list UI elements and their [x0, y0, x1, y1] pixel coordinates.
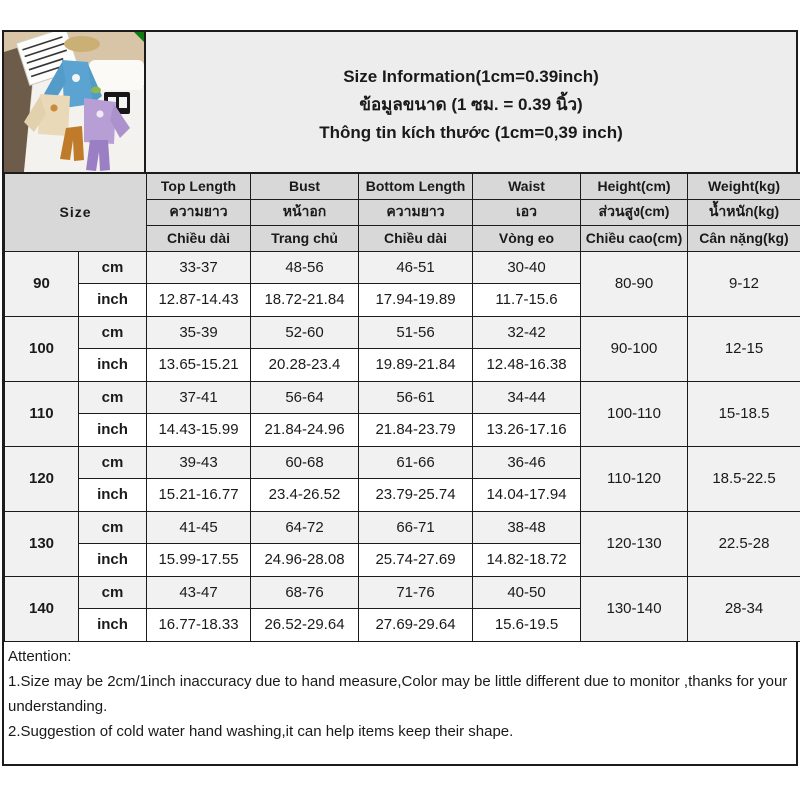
green-pea-toy [91, 87, 101, 94]
cell-value: 14.04-17.94 [473, 478, 581, 511]
table-row [5, 446, 800, 478]
height-range: 120-130 [581, 511, 688, 576]
cell-value: 17.94-19.89 [359, 283, 473, 316]
height-range: 110-120 [581, 446, 688, 511]
size-130: 130 [5, 511, 79, 576]
weight-range: 18.5-22.5 [688, 446, 800, 511]
col-weight-th: น้ำหนัก(kg) [688, 199, 800, 225]
attention-heading: Attention: [8, 647, 72, 665]
unit-cm: cm [79, 446, 147, 478]
table-row [5, 316, 800, 348]
size-120: 120 [5, 446, 79, 511]
title-box [144, 32, 796, 172]
title-th: ข้อมูลขนาด (1 ซม. = 0.39 นิ้ว) [359, 95, 583, 114]
cell-value: 68-76 [251, 576, 359, 608]
cell-value: 33-37 [147, 251, 251, 283]
weight-range: 28-34 [688, 576, 800, 641]
cell-value: 40-50 [473, 576, 581, 608]
cell-value: 21.84-24.96 [251, 413, 359, 446]
cell-value: 52-60 [251, 316, 359, 348]
cell-value: 39-43 [147, 446, 251, 478]
cell-value: 23.79-25.74 [359, 478, 473, 511]
header-row-en [5, 173, 800, 199]
cell-value: 32-42 [473, 316, 581, 348]
col-waist-en: Waist [473, 173, 581, 199]
cell-value: 66-71 [359, 511, 473, 543]
cell-value: 37-41 [147, 381, 251, 413]
unit-inch: inch [79, 608, 147, 641]
col-waist-vi: Vòng eo [473, 225, 581, 251]
col-bust-en: Bust [251, 173, 359, 199]
attention-note-2: 2.Suggestion of cold water hand washing,it can help items keep their shape. [8, 722, 514, 740]
cell-value: 14.82-18.72 [473, 543, 581, 576]
height-range: 130-140 [581, 576, 688, 641]
cell-value: 51-56 [359, 316, 473, 348]
cell-value: 11.7-15.6 [473, 283, 581, 316]
col-bottom-length-en: Bottom Length [359, 173, 473, 199]
cell-value: 26.52-29.64 [251, 608, 359, 641]
unit-inch: inch [79, 413, 147, 446]
unit-inch: inch [79, 543, 147, 576]
cell-value: 13.26-17.16 [473, 413, 581, 446]
col-top-length-vi: Chiều dài [147, 225, 251, 251]
col-top-length-en: Top Length [147, 173, 251, 199]
attention-section [4, 642, 796, 746]
size-110: 110 [5, 381, 79, 446]
cell-value: 15.99-17.55 [147, 543, 251, 576]
unit-cm: cm [79, 381, 147, 413]
cell-value: 48-56 [251, 251, 359, 283]
size-100: 100 [5, 316, 79, 381]
size-140: 140 [5, 576, 79, 641]
unit-inch: inch [79, 348, 147, 381]
size-chart-panel [2, 30, 798, 766]
col-weight-vi: Cân nặng(kg) [688, 225, 800, 251]
title-vi: Thông tin kích thước (1cm=0,39 inch) [319, 123, 623, 142]
cell-value: 36-46 [473, 446, 581, 478]
cell-value: 71-76 [359, 576, 473, 608]
col-top-length-th: ความยาว [147, 199, 251, 225]
cell-value: 43-47 [147, 576, 251, 608]
unit-cm: cm [79, 251, 147, 283]
cell-value: 41-45 [147, 511, 251, 543]
cell-value: 15.6-19.5 [473, 608, 581, 641]
green-corner-icon [134, 32, 144, 42]
cell-value: 24.96-28.08 [251, 543, 359, 576]
unit-cm: cm [79, 316, 147, 348]
product-photo-illustration [4, 32, 144, 172]
title-en: Size Information(1cm=0.39inch) [343, 67, 599, 86]
cell-value: 12.87-14.43 [147, 283, 251, 316]
cell-value: 56-61 [359, 381, 473, 413]
cell-value: 16.77-18.33 [147, 608, 251, 641]
cell-value: 61-66 [359, 446, 473, 478]
cell-value: 18.72-21.84 [251, 283, 359, 316]
height-range: 90-100 [581, 316, 688, 381]
cell-value: 38-48 [473, 511, 581, 543]
top-band [4, 32, 796, 172]
product-photo [4, 32, 144, 172]
cell-value: 20.28-23.4 [251, 348, 359, 381]
weight-range: 12-15 [688, 316, 800, 381]
size-table [4, 172, 800, 642]
unit-cm: cm [79, 576, 147, 608]
cell-value: 25.74-27.69 [359, 543, 473, 576]
size-header: Size [5, 173, 147, 251]
cell-value: 12.48-16.38 [473, 348, 581, 381]
height-range: 80-90 [581, 251, 688, 316]
col-height-vi: Chiều cao(cm) [581, 225, 688, 251]
cell-value: 23.4-26.52 [251, 478, 359, 511]
cell-value: 46-51 [359, 251, 473, 283]
col-bust-th: หน้าอก [251, 199, 359, 225]
table-row [5, 251, 800, 283]
col-weight-en: Weight(kg) [688, 173, 800, 199]
col-height-th: ส่วนสูง(cm) [581, 199, 688, 225]
cell-value: 15.21-16.77 [147, 478, 251, 511]
unit-inch: inch [79, 478, 147, 511]
cell-value: 19.89-21.84 [359, 348, 473, 381]
table-row [5, 511, 800, 543]
cell-value: 34-44 [473, 381, 581, 413]
cell-value: 21.84-23.79 [359, 413, 473, 446]
table-row [5, 576, 800, 608]
cell-value: 56-64 [251, 381, 359, 413]
cell-value: 14.43-15.99 [147, 413, 251, 446]
size-90: 90 [5, 251, 79, 316]
straw-basket [64, 36, 100, 52]
col-bottom-length-th: ความยาว [359, 199, 473, 225]
unit-cm: cm [79, 511, 147, 543]
attention-note-1: 1.Size may be 2cm/1inch inaccuracy due to hand measure,Color may be little different due to monitor ,thanks for your understanding. [8, 672, 788, 715]
col-bust-vi: Trang chủ [251, 225, 359, 251]
cell-value: 60-68 [251, 446, 359, 478]
height-range: 100-110 [581, 381, 688, 446]
cell-value: 27.69-29.64 [359, 608, 473, 641]
cell-value: 30-40 [473, 251, 581, 283]
table-row [5, 381, 800, 413]
cell-value: 13.65-15.21 [147, 348, 251, 381]
weight-range: 15-18.5 [688, 381, 800, 446]
col-waist-th: เอว [473, 199, 581, 225]
col-bottom-length-vi: Chiều dài [359, 225, 473, 251]
cell-value: 35-39 [147, 316, 251, 348]
col-height-en: Height(cm) [581, 173, 688, 199]
weight-range: 9-12 [688, 251, 800, 316]
weight-range: 22.5-28 [688, 511, 800, 576]
unit-inch: inch [79, 283, 147, 316]
cell-value: 64-72 [251, 511, 359, 543]
